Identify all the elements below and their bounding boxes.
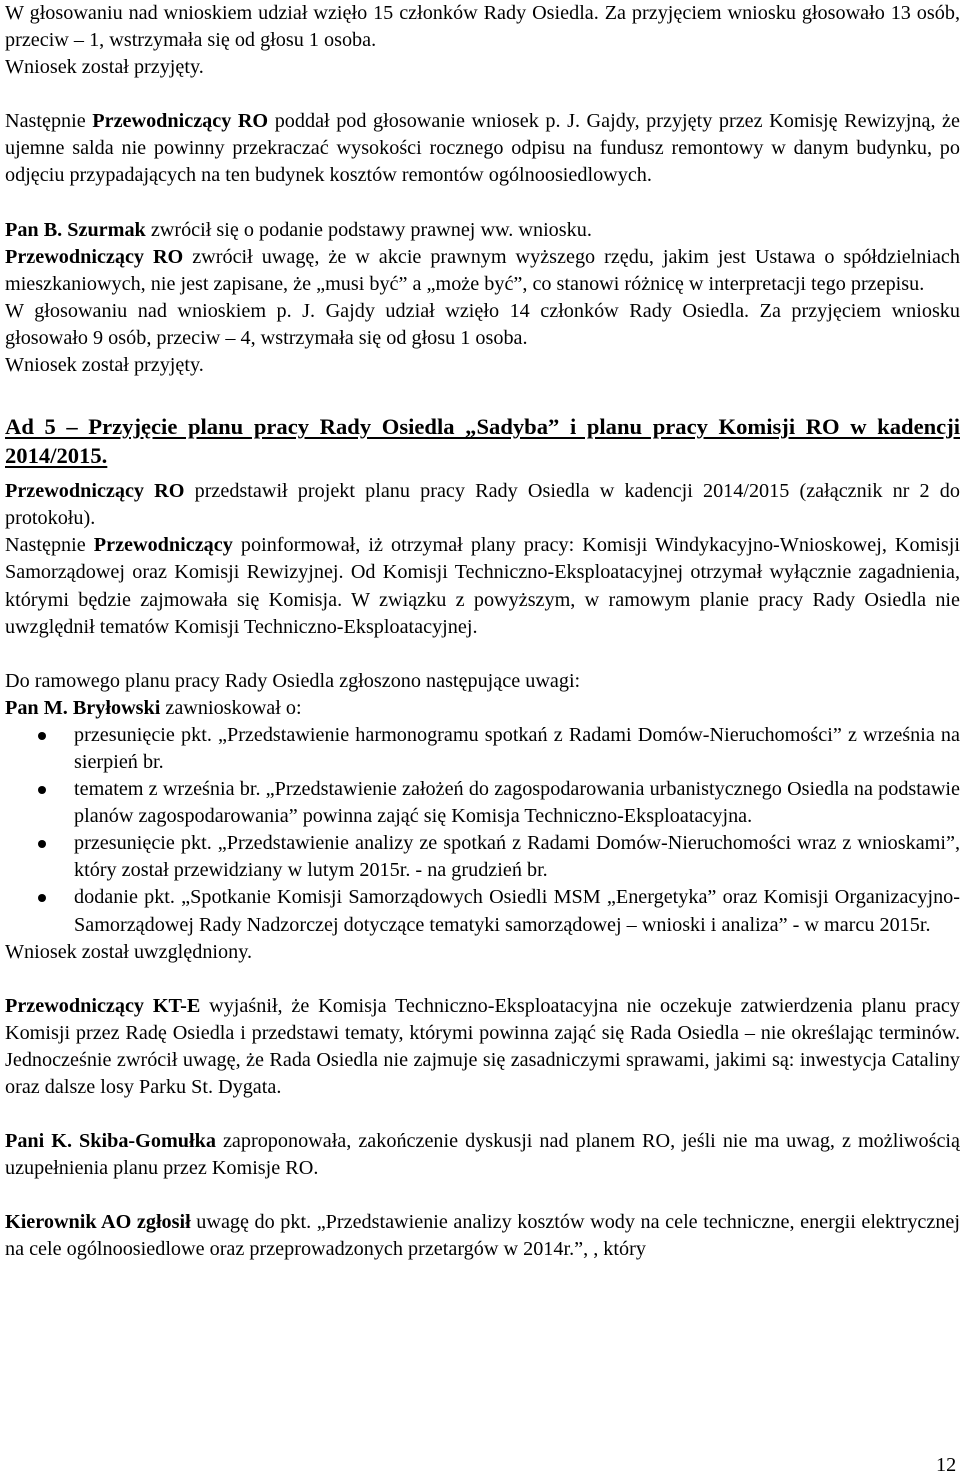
speaker-name: Pan B. Szurmak (5, 218, 146, 241)
text-span: uwagę do pkt. „Przedstawienie analizy kosztów wody na cele techniczne, energii elektrycznej na cele ogólnoosiedlowe oraz przeprowadzonych przetargów w 2014r.”, , który (5, 1211, 960, 1261)
paragraph-brylowski (5, 695, 960, 722)
paragraph-szurmak (5, 217, 960, 244)
speaker-name: Przewodniczący KT-E (5, 994, 201, 1017)
text-span: Następnie (5, 110, 93, 133)
paragraph-accepted-1: Wniosek został przyjęty. (5, 56, 204, 79)
paragraph-skiba-gomulka (5, 1128, 960, 1182)
page-number: 12 (936, 1454, 957, 1476)
speaker-name: Przewodniczący RO (92, 110, 269, 133)
paragraph-vote-2: W głosowaniu nad wnioskiem p. J. Gajdy udział wzięło 14 członków Rady Osiedla. Za przyjęciem wniosku głosowało 9 osób, przeciw – 4, wstrzymała się od głosu 1 osoba. (5, 299, 960, 349)
list-item (5, 722, 960, 776)
list-item-text: przesunięcie pkt. „Przedstawienie analizy ze spotkań z Radami Domów-Nieruchomości wraz z wnioskami”, który został przewidziany w lutym 2015r. - na grudzień br. (74, 832, 960, 882)
text-span: przedstawił projekt planu pracy Rady Osiedla w kadencji 2014/2015 (załącznik nr 2 do protokołu). (5, 480, 960, 530)
list-item (5, 884, 960, 938)
speaker-name: Przewodniczący RO (5, 245, 184, 268)
paragraph-committee-plans (5, 532, 960, 640)
list-item (5, 776, 960, 830)
speaker-name: Kierownik AO zgłosił (5, 1211, 191, 1234)
document-page (5, 0, 960, 1263)
paragraph-gajdy-motion (5, 108, 960, 189)
text-span: poddał pod głosowanie wniosek p. J. Gajdy, przyjęty przez Komisję Rewizyjną, że ujemne salda nie powinny przekraczać wysokości rocznego odpisu na fundusz remontowy w danym budynku, po odjęciu przypadających na ten budynek kosztów remontów ogólnoosiedlowych. (5, 110, 960, 187)
text-span: Następnie (5, 534, 94, 557)
list-item (5, 830, 960, 884)
remarks-list (5, 722, 960, 939)
speaker-name: Pani K. Skiba-Gomułka (5, 1130, 216, 1153)
paragraph-kte-chairman (5, 993, 960, 1101)
bullet-icon (38, 732, 46, 740)
section-heading: Ad 5 – Przyjęcie planu pracy Rady Osiedla „Sadyba” i planu pracy Komisji RO w kadencji 2014/2015. (5, 414, 960, 469)
paragraph-remarks-intro: Do ramowego planu pracy Rady Osiedla zgłoszono następujące uwagi: (5, 669, 581, 692)
list-item-text: tematem z września br. „Przedstawienie założeń do zagospodarowania urbanistycznego Osiedla na podstawie planów zagospodarowania” powinna zająć się Komisja Techniczno-Eksploatacyjna. (74, 778, 960, 828)
speaker-name: Przewodniczący (93, 534, 233, 557)
text-span: poinformował, iż otrzymał plany pracy: Komisji Windykacyjno-Wnioskowej, Komisji Samorządowej oraz Komisji Rewizyjnej. Od Komisji Techniczno-Eksploatacyjnej otrzymał wyłącznie zagadnienia, którymi będzie zajmowała się Komisja. W związku z powyższym, w ramowym planie pracy Rady Osiedla nie uwzględnił tematów Komisji Techniczno-Eksploatacyjnej. (5, 534, 960, 638)
text-span: zaproponowała, zakończenie dyskusji nad planem RO, jeśli nie ma uwag, z możliwością uzupełnienia planu przez Komisje RO. (5, 1130, 960, 1180)
list-item-text: przesunięcie pkt. „Przedstawienie harmonogramu spotkań z Radami Domów-Nieruchomości” z września na sierpień br. (74, 723, 960, 773)
paragraph-accepted-2: Wniosek został przyjęty. (5, 354, 204, 377)
speaker-name: Pan M. Bryłowski (5, 696, 161, 719)
bullet-icon (38, 840, 46, 848)
bullet-icon (38, 894, 46, 902)
bullet-icon (38, 786, 46, 794)
speaker-name: Przewodniczący RO (5, 480, 185, 503)
paragraph-ao-manager (5, 1209, 960, 1263)
text-span: wyjaśnił, że Komisja Techniczno-Eksploatacyjna nie oczekuje zatwierdzenia planu pracy Komisji przez Radę Osiedla i przedstawi tematy, którymi powinna zająć się Rada Osiedla – nie określając terminów. Jednocześnie zwrócił uwagę, że Rada Osiedla nie zajmuje się zasadniczymi sprawami, jakimi są: inwestycja Cataliny oraz dalsze losy Parku St. Dygata. (5, 994, 960, 1098)
text-span: zwrócił uwagę, że w akcie prawnym wyższego rzędu, jakim jest Ustawa o spółdzielniach mieszkaniowych, nie jest zapisane, że „musi być” a „może być”, co stanowi różnicę w interpretacji tego przepisu. (5, 245, 960, 295)
text-span: zawnioskował o: (160, 696, 302, 719)
paragraph-plan-project (5, 478, 960, 532)
list-item-text: dodanie pkt. „Spotkanie Komisji Samorządowych Osiedli MSM „Energetyka” oraz Komisji Organizacyjno-Samorządowej Rady Nadzorczej dotyczące tematyki samorządowej – wnioski i analiza” - w marcu 2015r. (74, 886, 960, 936)
paragraph-vote-1: W głosowaniu nad wnioskiem udział wzięło 15 członków Rady Osiedla. Za przyjęciem wniosku głosowało 13 osób, przeciw – 1, wstrzymała się od głosu 1 osoba. (5, 2, 960, 52)
paragraph-chairman-remark (5, 244, 960, 298)
text-span: zwrócił się o podanie podstawy prawnej ww. wniosku. (145, 218, 592, 241)
paragraph-accepted-3: Wniosek został uwzględniony. (5, 940, 253, 963)
